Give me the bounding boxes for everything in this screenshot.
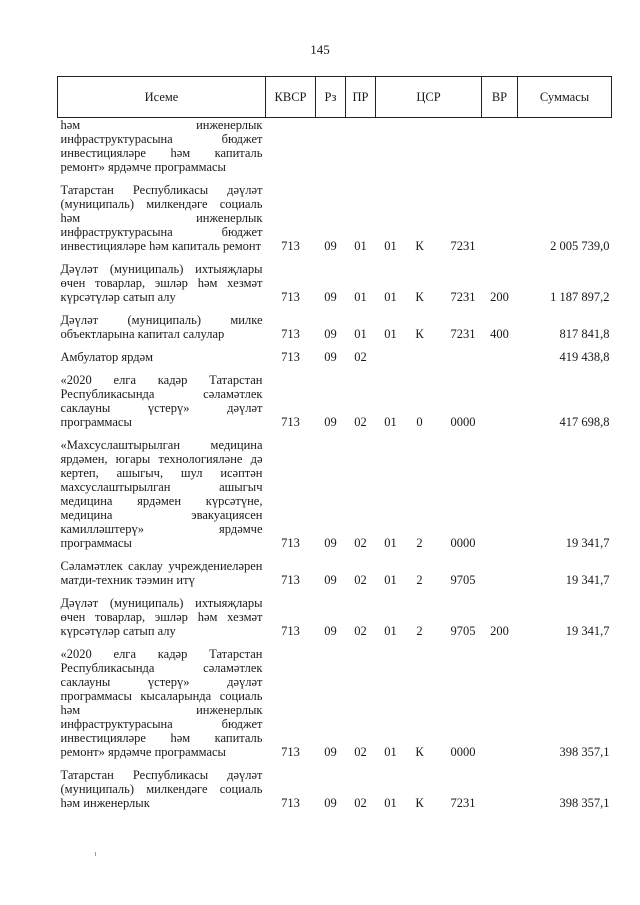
row-rz: 09 xyxy=(324,239,337,253)
row-amount: 2 005 739,0 xyxy=(550,239,610,253)
row-csr xyxy=(376,118,482,178)
row-vr xyxy=(482,177,518,256)
row-csr-direction: 7231 xyxy=(450,290,476,304)
row-vr xyxy=(482,344,518,367)
row-vr: 400 xyxy=(490,327,509,341)
row-csr-subprogram: К xyxy=(415,239,424,253)
row-csr-program: 01 xyxy=(384,290,397,304)
table-row xyxy=(58,432,612,553)
row-vr: 200 xyxy=(490,624,509,638)
row-amount: 398 357,1 xyxy=(559,745,610,759)
row-pr: 01 xyxy=(354,290,367,304)
row-amount: 19 341,7 xyxy=(565,536,610,550)
row-csr-direction: 9705 xyxy=(450,573,476,587)
row-kvsr: 713 xyxy=(281,327,300,341)
row-rz xyxy=(316,118,346,178)
row-vr xyxy=(482,641,518,762)
row-csr-program: 01 xyxy=(384,327,397,341)
row-rz: 09 xyxy=(324,350,337,364)
row-csr xyxy=(376,344,482,367)
row-csr-subprogram: К xyxy=(415,290,424,304)
row-vr xyxy=(482,432,518,553)
row-vr xyxy=(482,553,518,590)
table-row xyxy=(58,344,612,367)
row-amount: 817 841,8 xyxy=(559,327,610,341)
row-name: Татарстан Республикасы дәүләт (муниципаль) милкендәге социаль һәм инженерлык xyxy=(60,768,263,810)
row-kvsr: 713 xyxy=(281,239,300,253)
row-csr-direction: 7231 xyxy=(450,796,476,810)
table-row xyxy=(58,307,612,344)
row-pr: 02 xyxy=(354,573,367,587)
row-csr-subprogram: 2 xyxy=(416,536,423,550)
scan-mark xyxy=(95,852,96,856)
row-csr-subprogram: 0 xyxy=(416,415,423,429)
table-row xyxy=(58,762,612,813)
row-amount: 19 341,7 xyxy=(565,573,610,587)
table-row xyxy=(58,118,612,178)
row-name: Дәүләт (муниципаль) ихтыяҗлары өчен товарлар, эшләр һәм хезмәт күрсәтүләр сатып алу xyxy=(60,596,263,638)
table-row xyxy=(58,641,612,762)
table-row xyxy=(58,590,612,641)
row-csr xyxy=(376,367,482,432)
header-name: Исеме xyxy=(58,77,266,118)
row-csr-program: 01 xyxy=(384,239,397,253)
row-csr-direction: 9705 xyxy=(450,624,476,638)
row-rz: 09 xyxy=(324,415,337,429)
table-header-row xyxy=(58,77,612,118)
row-csr-subprogram: К xyxy=(415,796,424,810)
header-kvsr: КВСР xyxy=(266,77,316,118)
header-pr: ПР xyxy=(346,77,376,118)
page-number: 145 xyxy=(310,42,330,57)
row-csr-program: 01 xyxy=(384,415,397,429)
header-csr: ЦСР xyxy=(376,77,482,118)
row-csr-direction: 0000 xyxy=(450,745,476,759)
header-amount: Суммасы xyxy=(518,77,612,118)
table-row xyxy=(58,177,612,256)
row-rz: 09 xyxy=(324,327,337,341)
row-kvsr: 713 xyxy=(281,415,300,429)
row-name: Татарстан Республикасы дәүләт (муниципаль) милкендәге социаль һәм инженерлык инфраструктурасына бюджет инвестицияләре һәм капиталь ремонт xyxy=(60,183,263,253)
row-pr: 02 xyxy=(354,350,367,364)
row-pr xyxy=(346,118,376,178)
row-pr: 02 xyxy=(354,536,367,550)
row-kvsr: 713 xyxy=(281,290,300,304)
row-csr-direction: 7231 xyxy=(450,239,476,253)
row-pr: 01 xyxy=(354,239,367,253)
row-csr xyxy=(376,307,482,344)
row-csr xyxy=(376,641,482,762)
row-pr: 02 xyxy=(354,745,367,759)
row-kvsr: 713 xyxy=(281,745,300,759)
row-csr-subprogram: К xyxy=(415,327,424,341)
row-name: «Махсуслаштырылган медицина ярдәмен, югары технологияләне дә кертеп, ашыгыч, шул исәптән махсуслаштырылган ашыгыч медицина ярдәмен күрсәтүне, медицина эвакуациясен камилләштерү» ярдәмче программасы xyxy=(60,438,263,550)
row-name: «2020 елга кадәр Татарстан Республикасында сәламәтлек саклауны үстерү» дәүләт программасы кысаларында социаль һәм инженерлык инфраструктурасына бюджет инвестицияләре һәм капиталь ремонт» ярдәмче программасы xyxy=(60,647,263,759)
row-name: Амбулатор ярдәм xyxy=(60,350,154,364)
header-rz: Рз xyxy=(316,77,346,118)
row-csr-direction: 0000 xyxy=(450,415,476,429)
row-csr-program: 01 xyxy=(384,573,397,587)
row-csr-program: 01 xyxy=(384,536,397,550)
row-csr-direction: 0000 xyxy=(450,536,476,550)
row-name: «2020 елга кадәр Татарстан Республикасында сәламәтлек саклауны үстерү» дәүләт программасы xyxy=(60,373,263,429)
row-amount: 19 341,7 xyxy=(565,624,610,638)
row-vr xyxy=(482,367,518,432)
row-kvsr: 713 xyxy=(281,573,300,587)
row-vr xyxy=(482,118,518,178)
row-pr: 02 xyxy=(354,415,367,429)
row-csr xyxy=(376,256,482,307)
row-csr xyxy=(376,762,482,813)
row-amount: 419 438,8 xyxy=(559,350,610,364)
table-row xyxy=(58,553,612,590)
header-vr: ВР xyxy=(482,77,518,118)
row-vr xyxy=(482,762,518,813)
row-csr xyxy=(376,177,482,256)
row-csr-direction: 7231 xyxy=(450,327,476,341)
row-name: Дәүләт (муниципаль) милке объектларына капитал салулар xyxy=(60,313,263,341)
row-rz: 09 xyxy=(324,290,337,304)
row-kvsr: 713 xyxy=(281,536,300,550)
row-csr-subprogram: К xyxy=(415,745,424,759)
row-rz: 09 xyxy=(324,536,337,550)
row-rz: 09 xyxy=(324,624,337,638)
row-csr-subprogram: 2 xyxy=(416,624,423,638)
row-amount: 398 357,1 xyxy=(559,796,610,810)
row-csr xyxy=(376,432,482,553)
row-name: Дәүләт (муниципаль) ихтыяҗлары өчен товарлар, эшләр һәм хезмәт күрсәтүләр сатып алу xyxy=(60,262,263,304)
row-kvsr: 713 xyxy=(281,350,300,364)
row-amount: 417 698,8 xyxy=(559,415,610,429)
row-amount: 1 187 897,2 xyxy=(550,290,610,304)
row-vr: 200 xyxy=(490,290,509,304)
row-rz: 09 xyxy=(324,745,337,759)
row-pr: 02 xyxy=(354,796,367,810)
budget-table xyxy=(57,76,612,813)
row-kvsr: 713 xyxy=(281,624,300,638)
table-row xyxy=(58,256,612,307)
row-amount xyxy=(518,118,612,178)
row-name: Сәламәтлек саклау учреждениеләрен матди-техник тәэмин итү xyxy=(60,559,263,587)
table-row xyxy=(58,367,612,432)
row-pr: 02 xyxy=(354,624,367,638)
row-kvsr xyxy=(266,118,316,178)
row-csr-program: 01 xyxy=(384,624,397,638)
row-csr-program: 01 xyxy=(384,745,397,759)
row-csr-subprogram: 2 xyxy=(416,573,423,587)
row-rz: 09 xyxy=(324,573,337,587)
row-csr xyxy=(376,590,482,641)
row-rz: 09 xyxy=(324,796,337,810)
row-kvsr: 713 xyxy=(281,796,300,810)
row-csr-program: 01 xyxy=(384,796,397,810)
row-pr: 01 xyxy=(354,327,367,341)
row-name: һәм инженерлык инфраструктурасына бюджет инвестицияләре һәм капиталь ремонт» ярдәмче программасы xyxy=(60,118,263,174)
row-csr xyxy=(376,553,482,590)
